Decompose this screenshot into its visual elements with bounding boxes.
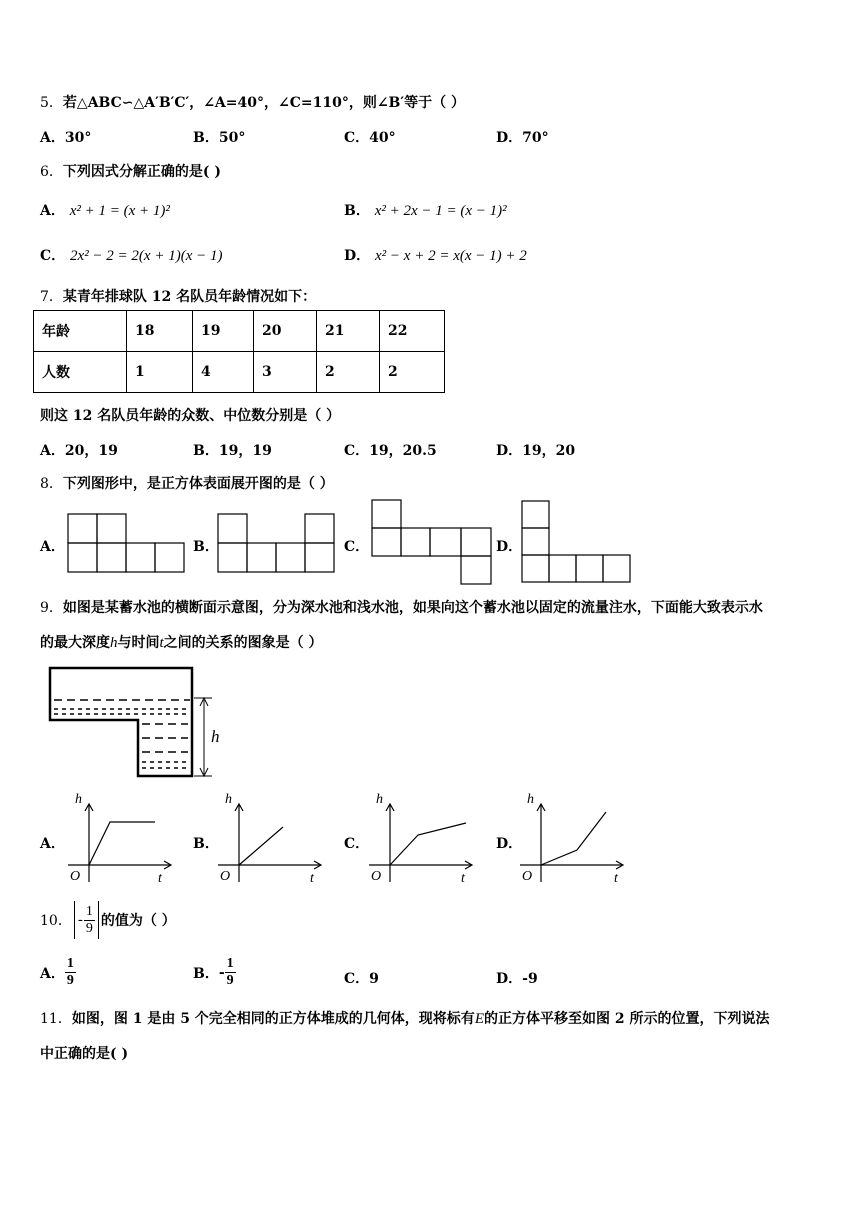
q9-option-b-label[interactable]: B． [193,836,219,852]
q6-option-d[interactable]: D． x² − x + 2 = x(x − 1) + 2 [344,248,527,264]
q5-text: 若△ABC∽△A′B′C′，∠A=40°，∠C=110°，则∠B′等于（ ） [62,95,465,111]
graph-c-x-label: t [461,871,465,886]
graph-b-line [239,827,283,865]
q11-var-e: E [474,1011,484,1027]
graph-b-y-label: h [225,792,232,807]
graph-d-line [541,812,606,865]
q6-number: 6． [40,164,63,180]
q11-stem-line2: 中正确的是( ) [40,1046,129,1062]
q7-option-d[interactable]: D．19，20 [496,443,576,459]
table-cell: 2 [380,352,445,393]
graph-c-line [390,823,466,865]
q7-question: 则这 12 名队员年龄的众数、中位数分别是（ ） [40,408,341,424]
graph-d[interactable] [520,804,623,882]
table-cell: 3 [254,352,317,393]
q7-option-c[interactable]: C．19，20.5 [344,443,437,459]
q10-abs-expr: - $\frac{1}{9}$ [74,901,99,939]
graph-a-x-label: t [158,871,162,886]
q11-stem-line1: 11．如图，图 1 是由 5 个完全相同的正方体堆成的几何体，现将标有E的正方体平移至如图 2 所示的位置，下列说法 [40,1011,770,1027]
q5-number: 5． [40,95,63,111]
q8-option-d-label[interactable]: D． [496,539,523,555]
table-cell: 4 [193,352,254,393]
graph-b[interactable] [218,804,321,882]
q5-option-d[interactable]: D．70° [496,130,549,146]
graph-d-x-label: t [614,871,618,886]
q10-stem [40,900,176,940]
q10-number: 10． [40,913,72,929]
q10-option-a[interactable]: A． $\frac{1}{9}$ [40,956,74,988]
q8-option-a-label[interactable]: A． [40,539,65,555]
table-cell: 22 [380,311,445,352]
q10-option-c[interactable]: C．9 [344,971,379,987]
graph-b-origin: O [220,869,231,884]
graph-d-origin: O [522,869,533,884]
q8-number: 8． [40,476,63,492]
q6-formula-d: x² − x + 2 = x(x − 1) + 2 [375,248,527,264]
table-cell: 年龄 [34,311,127,352]
graph-d-y-label: h [527,792,534,807]
graph-c[interactable] [369,804,472,882]
q9-option-c-label[interactable]: C． [344,836,370,852]
q10-text: 的值为（ ） [100,913,176,929]
graph-c-y-label: h [376,792,383,807]
q9-stem-line2: 的最大深度h与时间t之间的关系的图象是（ ） [40,635,323,651]
graph-a-origin: O [70,869,81,884]
q8-text: 下列图形中，是正方体表面展开图的是（ ） [62,476,334,492]
q10-option-b[interactable]: B． - $\frac{1}{9}$ [193,956,234,988]
q9-option-d-label[interactable]: D． [496,836,523,852]
q7-option-a[interactable]: A．20，19 [40,443,118,459]
graph-a[interactable] [68,804,171,882]
table-cell: 2 [317,352,380,393]
table-cell: 人数 [34,352,127,393]
table-cell: 21 [317,311,380,352]
q5-option-b[interactable]: B．50° [193,130,246,146]
q7-option-b[interactable]: B．19，19 [193,443,272,459]
q9-var-h: h [110,635,118,651]
q7-text: 某青年排球队 12 名队员年龄情况如下： [62,289,317,305]
q5-option-a[interactable]: A．30° [40,130,92,146]
q11-number: 11． [40,1011,72,1027]
diagram-h-label: h [211,727,220,746]
graph-b-x-label: t [310,871,314,886]
table-cell: 1 [127,352,193,393]
q9-var-t: t [159,635,164,651]
q7-number: 7． [40,289,63,305]
q9-number: 9． [40,600,63,616]
q10-option-d[interactable]: D．-9 [496,971,538,987]
graph-c-origin: O [371,869,382,884]
q6-option-a[interactable]: A． x² + 1 = (x + 1)² [40,203,170,219]
q6-formula-b: x² + 2x − 1 = (x − 1)² [374,203,507,219]
table-cell: 20 [254,311,317,352]
q6-formula-c: 2x² − 2 = 2(x + 1)(x − 1) [70,248,223,264]
table-cell: 19 [193,311,254,352]
graph-a-line [89,822,155,865]
q6-option-c[interactable]: C． 2x² − 2 = 2(x + 1)(x − 1) [40,248,223,264]
q6-text: 下列因式分解正确的是( ) [62,164,222,180]
graph-a-y-label: h [75,792,82,807]
q9-option-a-label[interactable]: A． [40,836,65,852]
q9-text-line1: 如图是某蓄水池的横断面示意图，分为深水池和浅水池，如果向这个蓄水池以固定的流量注水，下面能大致表示水 [62,600,763,616]
q6-formula-a: x² + 1 = (x + 1)² [69,203,170,219]
table-cell: 18 [127,311,193,352]
q6-option-b[interactable]: B． x² + 2x − 1 = (x − 1)² [344,203,507,219]
q5-option-c[interactable]: C．40° [344,130,396,146]
q8-option-b-label[interactable]: B． [193,539,219,555]
q8-option-c-label[interactable]: C． [344,539,370,555]
